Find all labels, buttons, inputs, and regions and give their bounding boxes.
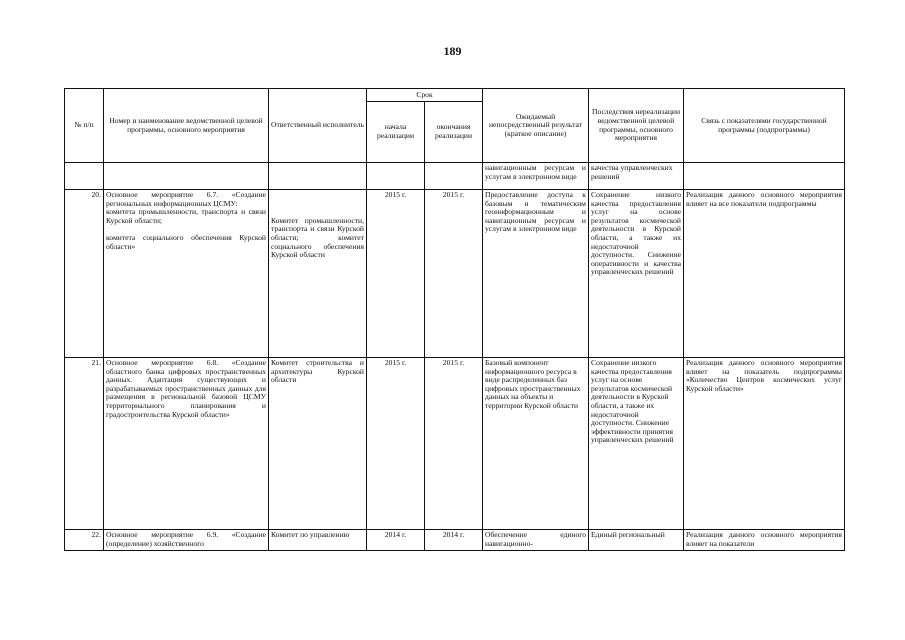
cell-link: Реализация данного основного мероприятия влияет на показатель подпрограммы «Количество Центров космических услуг Курской области» (684, 358, 845, 530)
cell-start: 2014 г. (367, 530, 425, 551)
table-row (65, 190, 845, 358)
cell-empty (425, 163, 483, 190)
cell-consequences: качества управленческих решений (589, 163, 684, 190)
cell-empty (104, 163, 269, 190)
cell-result: Предоставление доступа к базовым и тематическим геоинформационным и навигационным ресурсам и услугам в электронном виде (483, 190, 589, 358)
cell-num: 22. (65, 530, 104, 551)
cell-end: 2015 г. (425, 358, 483, 530)
program-table (64, 88, 845, 551)
cell-link: Реализация данного основного мероприятия влияет на все показатели подпрограммы (684, 190, 845, 358)
cell-executor: Комитет строительства и архитектуры Курской области (269, 358, 367, 530)
cell-result: Обеспечение единого навигационно- (483, 530, 589, 551)
cell-consequences: Сохранение низкого качества предоставления услуг на основе результатов космической деятельности в Курской области, а также их недостаточной доступности. Снижение оперативности и качества управленческих решений (589, 190, 684, 358)
cell-name-part: комитета промышленности, транспорта и связи Курской области; (106, 207, 266, 225)
cell-name-part: Основное мероприятие 6.7. «Создание региональных информационных ЦСМУ: (106, 190, 266, 208)
cell-executor-part: комитет социального обеспечения Курской области (271, 232, 364, 260)
table-row-continuation (65, 163, 845, 190)
header-result: Ожидаемый непосредственный результат (краткое описание) (483, 89, 589, 163)
cell-num: 21. (65, 358, 104, 530)
header-term-end: окончания реализации (425, 102, 483, 163)
cell-executor: Комитет по управлению (269, 530, 367, 551)
cell-consequences: Сохранение низкого качества предоставления услуг на основе результатов космической деятельности в Курской области, а также их недостаточной доступности. Снижение эффективности принятия управленческих решений (589, 358, 684, 530)
cell-name-part: комитета социального обеспечения Курской области» (106, 232, 266, 251)
cell-result: навигационным ресурсам и услугам в электронном виде (483, 163, 589, 190)
cell-empty (65, 163, 104, 190)
header-num: № п/п (65, 89, 104, 163)
cell-consequences: Единый региональный (589, 530, 684, 551)
header-executor: Ответственный исполнитель (269, 89, 367, 163)
cell-start: 2015 г. (367, 358, 425, 530)
cell-name: Основное мероприятие 6.9. «Создание (определение) хозяйственного (104, 530, 269, 551)
cell-empty (269, 163, 367, 190)
cell-executor (269, 190, 367, 358)
cell-result: Базовый компонент информационного ресурса в виде распределенных баз цифровых пространственных данных на объекты и территории Курской области (483, 358, 589, 530)
cell-name (104, 190, 269, 358)
cell-start: 2015 г. (367, 190, 425, 358)
cell-link: Реализация данного основного мероприятия влияет на показатели (684, 530, 845, 551)
cell-empty (367, 163, 425, 190)
table-row (65, 358, 845, 530)
header-link: Связь с показателями государственной программы (подпрограммы) (684, 89, 845, 163)
page-number: 189 (443, 44, 462, 58)
cell-executor-part: Комитет промышленности, транспорта и связи Курской области; (271, 215, 364, 242)
header-term: Срок (367, 89, 483, 102)
header-name: Номер и наименование ведомственной целевой программы, основного мероприятия (104, 89, 269, 163)
cell-end: 2015 г. (425, 190, 483, 358)
cell-name: Основное мероприятие 6.8. «Создание областного банка цифровых пространственных данных. Адаптация существующих и разрабатываемых пространственных данных для размещения в региональной базовой ЦСМУ территориального планирования и градостроительства Курской области» (104, 358, 269, 530)
header-consequences: Последствия нереализации ведомственной целевой программы, основного мероприятия (589, 89, 684, 163)
table-row (65, 530, 845, 551)
table-header-row (65, 89, 845, 102)
cell-num: 20. (65, 190, 104, 358)
cell-end: 2014 г. (425, 530, 483, 551)
header-term-start: начала реализации (367, 102, 425, 163)
cell-empty (684, 163, 845, 190)
